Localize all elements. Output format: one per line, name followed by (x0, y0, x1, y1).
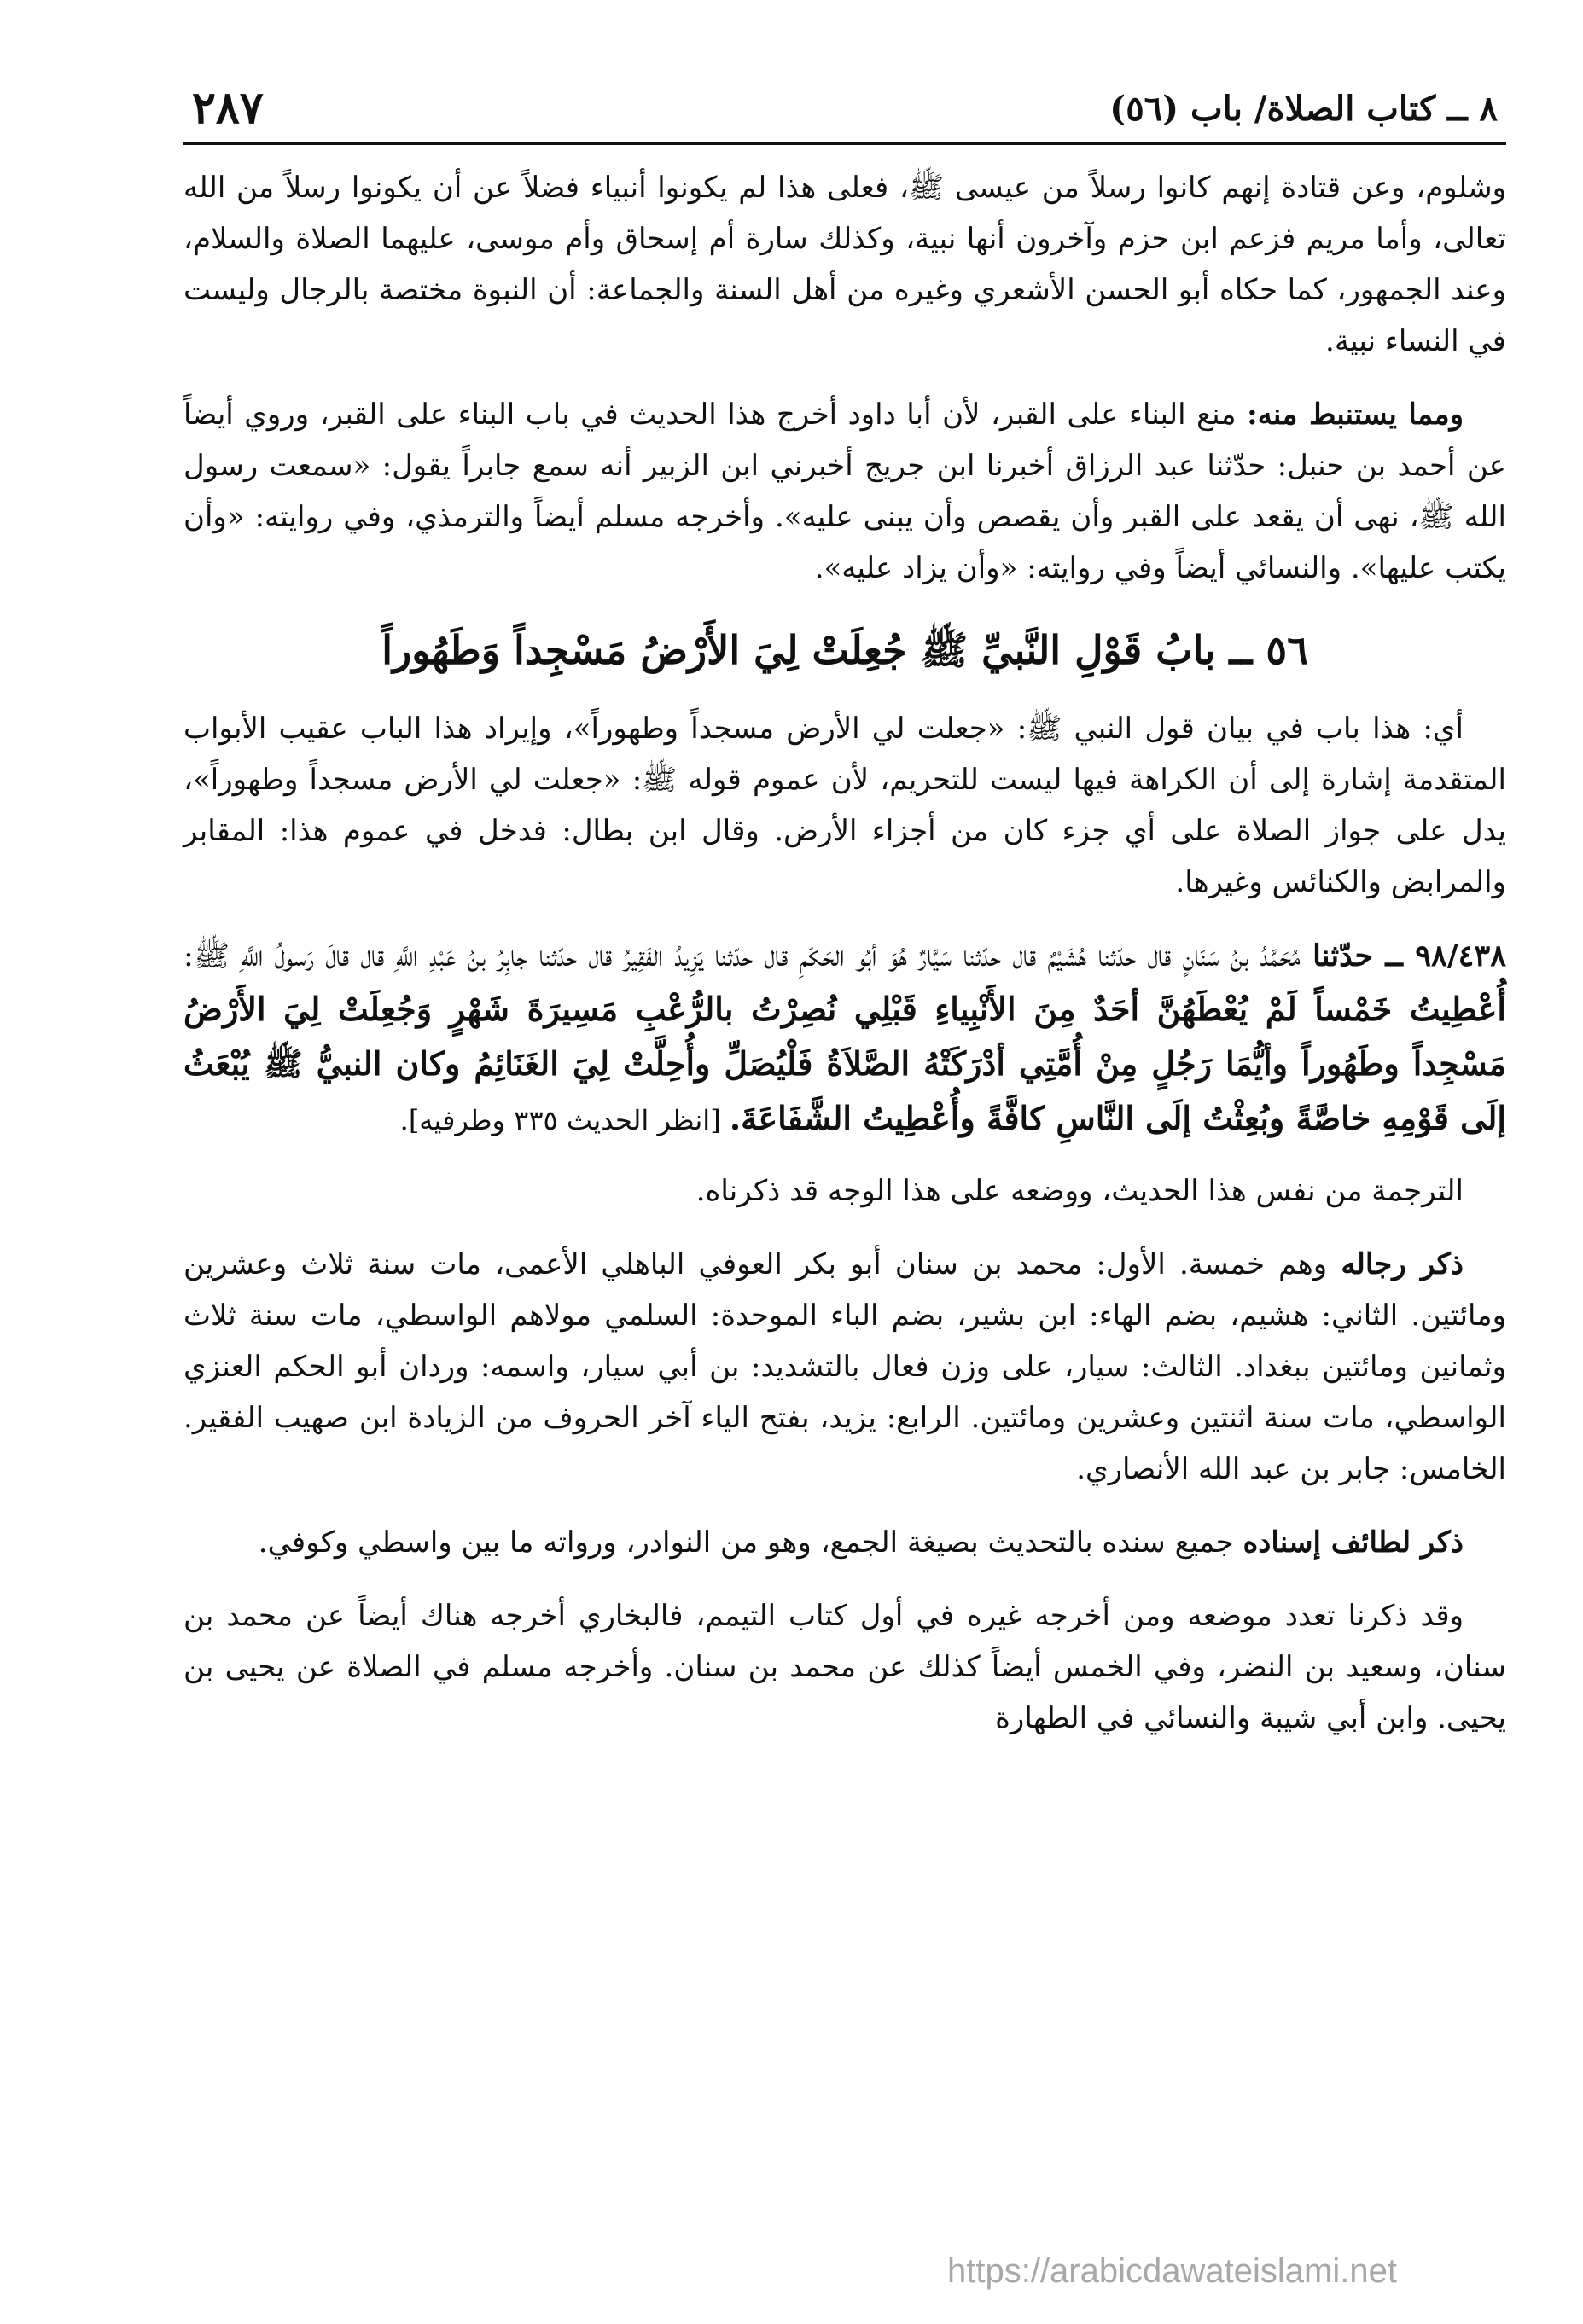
hadith-matn: أُعْطِيتُ خَمْساً لَمْ يُعْطَهُنَّ أحَدٌ مِنَ الأَنْبِياءِ قَبْلِي نُصِرْتُ بالرُّعْبِ مَسِيرَةَ شَهْرٍ وَجُعِلَتْ لِيَ الأَرْضُ مَسْجِداً وطَهُوراً وأيُّمَا رَجُلٍ مِنْ أُمَّتِي أدْرَكَتْهُ الصَّلاَةُ فَلْيُصَلِّ وأُحِلَّتْ لِيَ الغَنَائِمُ وكان النبيُّ ﷺ يُبْعَثُ إلَى قَوْمِهِ خاصَّةً وبُعِثْتُ إلَى النَّاسِ كافَّةً وأُعْطِيتُ الشَّفَاعَةَ. (183, 990, 1506, 1137)
paragraph-text: وهم خمسة. الأول: محمد بن سنان أبو بكر العوفي الباهلي الأعمى، مات سنة ثلاث وعشرين ومائتين. الثاني: هشيم، بضم الهاء: ابن بشير، بضم الباء الموحدة: السلمي مولاهم الواسطي، مات سنة ثلاث وثمانين ومائتين ببغداد. الثالث: سيار، على وزن فعال بالتشديد: بن أبي سيار، واسمه: وردان أبو الحكم العنزي الواسطي، مات سنة اثنتين وعشرين ومائتين. الرابع: يزيد، بفتح الياء آخر الحروف من الزيادة ابن صهيب الفقير. الخامس: جابر بن عبد الله الأنصاري. (183, 1247, 1506, 1486)
paragraph-lead: ومما يستنبط منه: (1247, 398, 1464, 432)
commentary-paragraph (183, 1165, 1506, 1217)
page-body (183, 162, 1506, 1766)
chapter-heading: ٥٦ ــ بابُ قَوْلِ النَّبيِّ ﷺ جُعِلَتْ لِيَ الأَرْضُ مَسْجِداً وَطَهُوراً (381, 627, 1308, 673)
hadith-number: ٩٨/٤٣٨ (1415, 938, 1506, 973)
hadith-reference: [انظر الحديث ٣٣٥ وطرفيه]. (399, 1104, 730, 1136)
paragraph-text: منع البناء على القبر، لأن أبا داود أخرج هذا الحديث في باب البناء على القبر، وروي أيضاً عن أحمد بن حنبل: حدّثنا عبد الرزاق أخبرنا ابن جريج أخبرني ابن الزبير أنه سمع جابراً يقول: «سمعت رسول الله ﷺ، نهى أن يقعد على القبر وأن يقصص وأن يبنى عليه». وأخرجه مسلم أيضاً والترمذي، وفي روايته: «وأن يكتب عليها». والنسائي أيضاً وفي روايته: «وأن يزاد عليه». (183, 398, 1506, 585)
hadith-text (183, 930, 1506, 1147)
paragraph-text: وشلوم، وعن قتادة إنهم كانوا رسلاً من عيسى ﷺ، فعلى هذا لم يكونوا أنبياء فضلاً عن أن يكونوا رسلاً من الله تعالى، وأما مريم فزعم ابن حزم وآخرون أنها نبية، وكذلك سارة أم إسحاق وأم موسى، عليهما الصلاة والسلام، وعند الجمهور، كما حكاه أبو الحسن الأشعري وغيره من أهل السنة والجماعة: أن النبوة مختصة بالرجال وليست في النساء نبية. (183, 171, 1506, 358)
paragraph-lead: ذكر لطائف إسناده (1243, 1525, 1464, 1560)
commentary-paragraph (183, 162, 1506, 367)
chapter-explanation (183, 703, 1506, 908)
paragraph-text: أي: هذا باب في بيان قول النبي ﷺ: «جعلت لي الأرض مسجداً وطهوراً»، وإيراد هذا الباب عقيب الأبواب المتقدمة إشارة إلى أن الكراهة فيها ليست للتحريم، لأن عموم قوله ﷺ: «جعلت لي الأرض مسجداً وطهوراً»، يدل على جواز الصلاة على أي جزء كان من أجزاء الأرض. وقال ابن بطال: فدخل في عموم هذا: المقابر والمرابض والكنائس وغيرها. (183, 712, 1506, 899)
site-watermark: https://arabicdawateislami.net (947, 2252, 1397, 2290)
isnad-notes-paragraph (183, 1517, 1506, 1568)
hadith-lead: ــ حدّثنا (1300, 938, 1416, 973)
page-number: ٢٨٧ (192, 82, 264, 134)
paragraph-text: الترجمة من نفس هذا الحديث، ووضعه على هذا الوجه قد ذكرناه. (695, 1174, 1464, 1208)
page-header (183, 78, 1506, 145)
paragraph-text: جميع سنده بالتحديث بصيغة الجمع، وهو من النوادر، ورواته ما بين واسطي وكوفي. (258, 1525, 1243, 1560)
hadith-isnad: مُحَمَّدُ بنُ سَنَانٍ قال حدّثنا هُشَيْمٌ قال حدّثنا سَيَّارٌ هُوَ أبُو الحَكَمِ قال حدّثنا يَزِيدُ الفَقِيرُ قال حدّثنا جابِرُ بنُ عَبْدِ اللَّهِ قال قالَ رَسولُ اللَّهِ ﷺ: (183, 939, 1301, 973)
paragraph-text: وقد ذكرنا تعدد موضعه ومن أخرجه غيره في أول كتاب التيمم، فالبخاري أخرجه هناك أيضاً عن محمد بن سنان، وسعيد بن النضر، وفي الخمس أيضاً كذلك عن محمد بن سنان. وأخرجه مسلم في الصلاة عن يحيى بن يحيى. وابن أبي شيبة والنسائي في الطهارة (183, 1599, 1506, 1735)
paragraph-lead: ذكر رجاله (1341, 1247, 1464, 1281)
commentary-paragraph (183, 389, 1506, 594)
narrators-paragraph (183, 1239, 1506, 1495)
commentary-paragraph (183, 1590, 1506, 1744)
running-title: ٨ ــ كتاب الصلاة/ باب (٥٦) (1109, 89, 1498, 129)
